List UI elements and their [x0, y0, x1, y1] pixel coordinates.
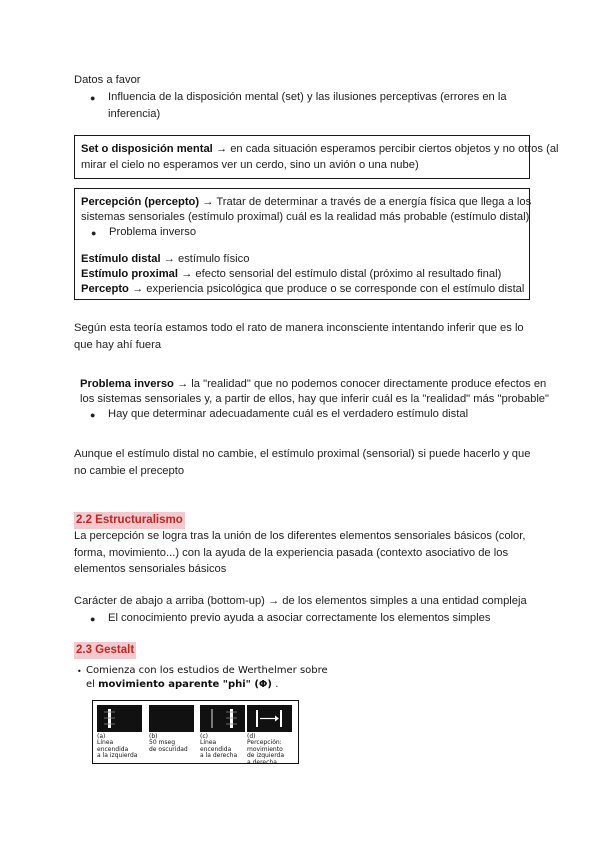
set-definition-box — [74, 135, 559, 179]
distal-term: Estímulo distal — [81, 253, 161, 265]
percepto-text: → experiencia psicológica que produce o se corresponde con el estímulo distal — [128, 283, 525, 295]
distal-definition — [81, 251, 249, 267]
panel-d — [247, 705, 292, 732]
bullet-dot: ● — [91, 228, 97, 238]
bullet-dot: ● — [90, 410, 96, 420]
panel-a-caption: (a) Línea encendida a la izquierda — [97, 733, 138, 760]
theory-line-2: que hay ahí fuera — [74, 339, 162, 351]
structuralism-line-4: Carácter de abajo a arriba (bottom-up) → de los elementos simples a una entidad compleja — [74, 595, 527, 607]
inverse-line-2: los sistemas sensoriales y, a partir de ellos, hay que inferir cuál es la "realidad" más "probable" — [80, 393, 549, 405]
percepto-term: Percepto — [81, 283, 129, 295]
slide-text: . — [272, 679, 279, 690]
panel-c-caption: (c) Línea encendida a la derecha — [200, 733, 238, 760]
bullet-dot: ● — [90, 614, 96, 624]
bullet-dot: • — [77, 667, 82, 676]
perception-line-2: sistemas sensoriales (estímulo proximal) cuál es la realidad más probable (estímulo distal) — [81, 211, 530, 223]
set-definition-line-2: mirar el cielo no esperamos ver un cerdo, sino un avión o una nube) — [81, 159, 419, 171]
proximal-term: Estímulo proximal → — [81, 268, 193, 280]
panel-b — [149, 705, 194, 732]
favor-bullet-1-continued: inferencia) — [108, 108, 161, 120]
structuralism-line-1: La percepción se logra tras la unión de los diferentes elementos sensoriales básicos (color, — [74, 530, 526, 542]
slide-text: el — [86, 679, 99, 690]
set-text: en cada situación esperamos percibir ciertos objetos y no otros (al — [227, 143, 559, 155]
inverse-term: Problema inverso → — [80, 378, 189, 390]
perception-text: Tratar de determinar a través de a energía física que llega a los — [213, 196, 532, 208]
perception-bullet: Problema inverso — [109, 226, 197, 238]
arrow-right-icon — [247, 705, 292, 732]
set-term: Set o disposición mental → — [81, 143, 228, 155]
phi-motion-term: movimiento aparente "phi" (Φ) — [98, 679, 273, 690]
panel-b-caption: (b) 50 mseg de oscuridad — [149, 733, 188, 753]
favor-bullet-1: Influencia de la disposición mental (set) y las ilusiones perceptivas (errores en la — [108, 91, 507, 103]
favor-title: Datos a favor — [74, 74, 141, 86]
panel-d-caption: (d) Percepción: movimiento de izquierda a derecha — [247, 733, 285, 766]
bullet-dot: ● — [90, 93, 96, 103]
gestalt-slide-line-1: Comienza con los estudios de Werthelmer sobre — [86, 665, 328, 676]
perception-term: Percepción (percepto) → — [81, 196, 214, 208]
section-heading-gestalt: 2.3 Gestalt — [74, 642, 136, 659]
theory-line-1: Según esta teoría estamos todo el rato de manera inconsciente intentando inferir que es lo — [74, 322, 524, 334]
structuralism-line-3: elementos sensoriales básicos — [74, 563, 227, 575]
inverse-text: la "realidad" que no podemos conocer directamente produce efectos en — [188, 378, 547, 390]
perception-definition-box — [74, 188, 530, 300]
proximal-definition — [81, 266, 501, 282]
inverse-line-1 — [80, 376, 546, 392]
structuralism-line-2: forma, movimiento...) con la ayuda de la experiencia pasada (contexto asociativo de los — [74, 547, 509, 559]
distal-text: → estímulo físico — [160, 253, 250, 265]
section-heading-structuralism: 2.2 Estructuralismo — [74, 512, 185, 529]
inverse-bullet: Hay que determinar adecuadamente cuál es el verdadero estímulo distal — [108, 408, 469, 420]
proximal-text: efecto sensorial del estímulo distal (próximo al resultado final) — [192, 268, 502, 280]
gestalt-slide-line-2 — [86, 678, 278, 691]
panel-c — [200, 705, 245, 732]
distal-note-line-1: Aunque el estímulo distal no cambie, el estímulo proximal (sensorial) si puede hacerlo y que — [74, 448, 531, 460]
distal-note-line-2: no cambie el precepto — [74, 465, 185, 477]
right-line-on-icon — [200, 705, 245, 732]
structuralism-bullet: El conocimiento previo ayuda a asociar correctamente los elementos simples — [108, 612, 491, 624]
left-line-on-icon — [97, 705, 142, 732]
panel-a — [97, 705, 142, 732]
set-definition-line-1 — [81, 141, 559, 157]
percepto-definition — [81, 281, 524, 297]
perception-line-1 — [81, 194, 531, 210]
